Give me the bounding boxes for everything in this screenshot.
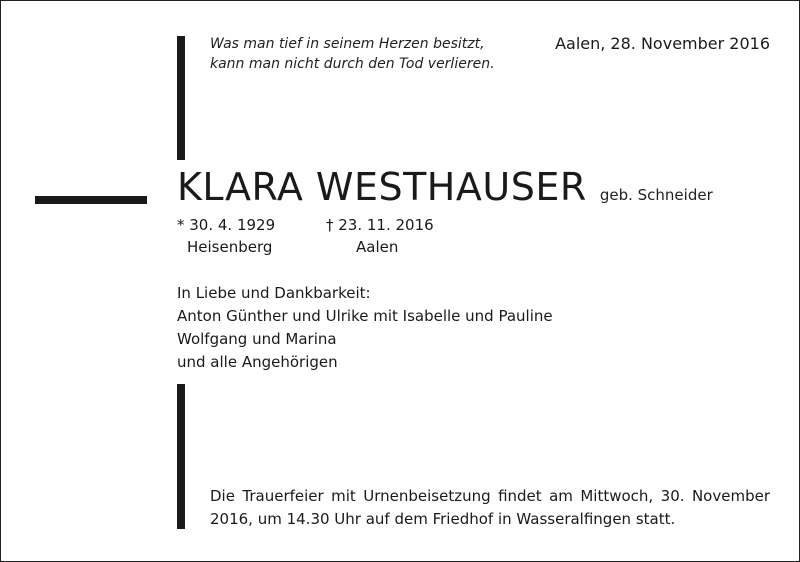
birth-info: [177, 214, 275, 258]
death-date: † 23. 11. 2016: [326, 216, 434, 234]
mourners-line: Wolfgang und Marina: [177, 330, 337, 348]
mourners-line: und alle Angehörigen: [177, 353, 338, 371]
maiden-name: geb. Schneider: [599, 186, 713, 204]
mourners-line: Anton Günther und Ulrike mit Isabelle und Pauline: [177, 307, 553, 325]
death-place: Aalen: [356, 238, 399, 256]
quote-line: Was man tief in seinem Herzen besitzt,: [210, 36, 485, 52]
mourners-list: [177, 282, 553, 374]
mourners-line: In Liebe und Dankbarkeit:: [177, 284, 371, 302]
cross-bar-vertical-bottom: [177, 384, 185, 529]
deceased-name: KLARA WESTHAUSER: [177, 165, 587, 209]
cross-bar-vertical-top: [177, 36, 185, 160]
memorial-quote: [210, 34, 495, 74]
birth-date: * 30. 4. 1929: [177, 216, 276, 234]
deceased-name-line: [177, 165, 713, 209]
cross-bar-horizontal: [35, 196, 147, 204]
funeral-notice: Die Trauerfeier mit Urnenbeisetzung findet am Mittwoch, 30. November 2016, um 14.30 Uhr auf dem Friedhof in Wasseralfingen statt.: [210, 487, 770, 528]
death-info: [326, 214, 434, 258]
quote-line: kann man nicht durch den Tod verlieren.: [210, 56, 495, 72]
place-and-date: Aalen, 28. November 2016: [555, 34, 770, 53]
birth-place: Heisenberg: [187, 238, 273, 256]
